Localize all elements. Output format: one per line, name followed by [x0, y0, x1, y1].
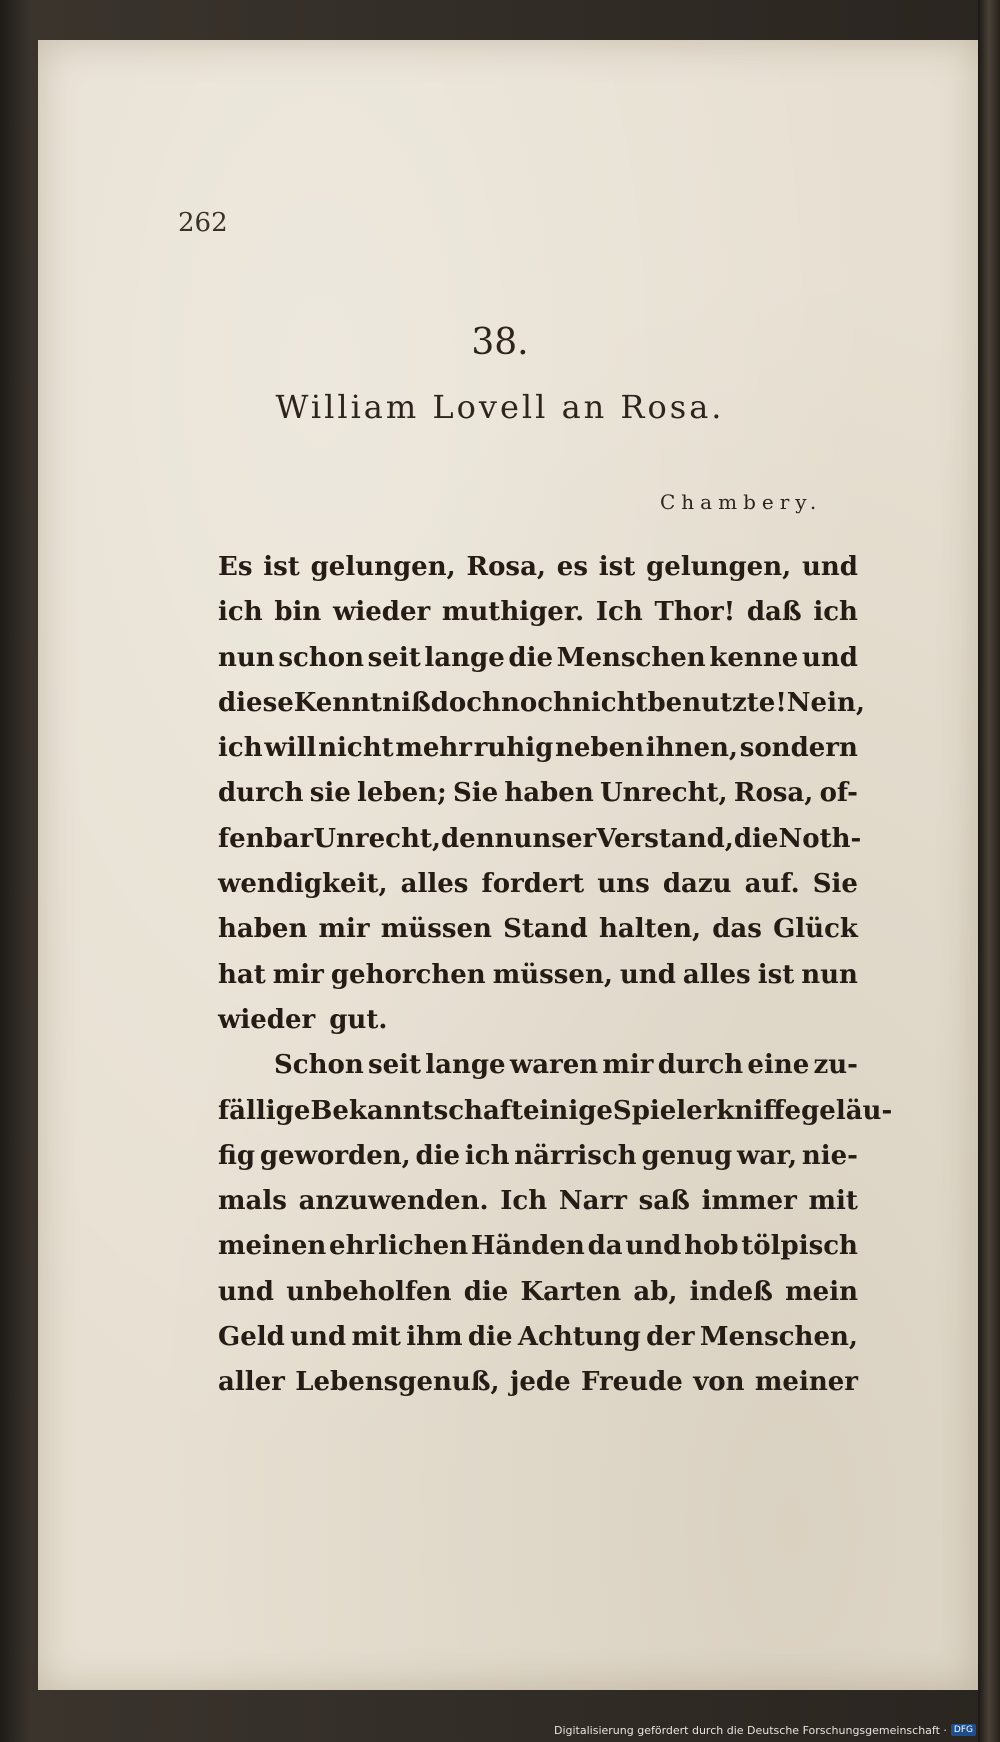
word: waren	[509, 1050, 599, 1081]
word: ich	[218, 733, 263, 764]
word: benutzte!	[647, 687, 787, 718]
word: Sie	[812, 869, 858, 900]
word: Menschen,	[699, 1322, 858, 1353]
dfg-logo-icon: DFG	[951, 1724, 976, 1736]
word: Glück	[773, 914, 858, 945]
word: dazu	[662, 869, 732, 900]
word: neben	[554, 733, 645, 764]
word: Freude	[580, 1367, 683, 1398]
page-edge	[978, 0, 1000, 1742]
word: seit	[367, 642, 421, 673]
word: und	[801, 552, 858, 582]
text-line	[218, 1134, 858, 1179]
word: und	[619, 959, 676, 990]
word: kenne	[709, 642, 799, 673]
word: haben	[218, 914, 308, 945]
text-line	[218, 545, 858, 590]
word: mals	[218, 1186, 287, 1217]
word: ruhig	[473, 733, 554, 764]
word: ist	[757, 959, 795, 990]
word: ihnen,	[645, 733, 738, 764]
word: alles	[400, 869, 469, 900]
word: sondern	[739, 733, 858, 764]
word: Unrecht,	[599, 778, 728, 809]
word: Lebensgenuß,	[295, 1367, 500, 1398]
word: tölpisch	[741, 1231, 858, 1262]
word: die	[467, 1322, 513, 1353]
letter-number: 38.	[471, 322, 529, 363]
text-line	[218, 636, 858, 681]
word: die	[508, 642, 554, 673]
word: nun	[801, 959, 858, 990]
word: die	[415, 1140, 461, 1171]
word: daß	[746, 597, 802, 628]
word: ich	[464, 1140, 510, 1171]
word: leben;	[357, 778, 447, 809]
word: nun	[218, 642, 275, 673]
text-line	[218, 953, 858, 998]
word: lange	[424, 642, 505, 673]
word: Karten	[520, 1276, 622, 1307]
word: durch	[657, 1050, 744, 1081]
word: indeß	[689, 1276, 773, 1307]
word: muthiger.	[441, 597, 585, 628]
word: will	[264, 733, 317, 764]
word: Stand	[503, 914, 588, 945]
word: närrisch	[514, 1140, 637, 1171]
word: nicht	[571, 687, 648, 718]
word: uns	[597, 869, 650, 900]
word: Narr	[558, 1186, 627, 1217]
word: saß	[638, 1186, 690, 1217]
word: nie-	[801, 1140, 858, 1171]
word: mein	[785, 1276, 858, 1307]
word: Unrecht,	[313, 823, 441, 854]
word: geläu-	[801, 1095, 893, 1126]
word: alles	[682, 959, 751, 990]
word: Achtung	[517, 1322, 641, 1353]
text-line	[218, 1043, 858, 1088]
word: wieder	[332, 597, 431, 628]
letter-heading: William Lovell an Rosa.	[275, 388, 725, 426]
word: lange	[425, 1050, 506, 1081]
word: da	[587, 1231, 623, 1262]
word: aller	[218, 1367, 285, 1398]
word: Menschen	[556, 642, 706, 673]
word: fenbar	[218, 823, 314, 854]
word: Thor!	[654, 597, 736, 628]
word: Schon	[274, 1050, 364, 1081]
word: genug	[641, 1140, 733, 1171]
word: wendigkeit,	[218, 869, 388, 900]
word: mir	[272, 959, 324, 990]
word: mir	[318, 914, 370, 945]
word: gut.	[329, 1004, 388, 1035]
word: gelungen,	[310, 552, 456, 582]
word: nicht	[318, 733, 394, 764]
word: immer	[701, 1186, 797, 1217]
word: Geld	[218, 1322, 285, 1353]
text-line	[218, 1270, 858, 1315]
digitization-footer	[554, 1720, 976, 1740]
text-line	[218, 771, 858, 816]
page-number: 262	[178, 208, 228, 238]
word: mir	[602, 1050, 654, 1081]
word: einige	[523, 1095, 613, 1126]
word: von	[693, 1367, 745, 1398]
word: fällige	[218, 1095, 311, 1126]
text-line	[218, 998, 858, 1043]
word: seit	[367, 1050, 422, 1081]
word: eine	[747, 1050, 810, 1081]
word: ich	[813, 597, 858, 628]
word: Kenntniß	[293, 687, 431, 718]
word: ab,	[633, 1276, 678, 1307]
text-line	[218, 681, 865, 726]
word: jede	[509, 1367, 571, 1398]
footer-text: Digitalisierung gefördert durch die Deutsche Forschungsgemeinschaft ·	[553, 1723, 947, 1737]
text-line	[218, 590, 858, 635]
word: meiner	[754, 1367, 858, 1398]
word: fordert	[481, 869, 585, 900]
word: Spielerkniffe	[612, 1095, 802, 1126]
word: mehr	[395, 733, 472, 764]
text-line	[218, 907, 858, 952]
word: meinen	[218, 1231, 327, 1262]
text-line	[218, 1315, 858, 1360]
word: ihm	[406, 1322, 463, 1353]
word: ist	[598, 552, 636, 582]
word: Noth-	[778, 823, 862, 854]
word: und	[625, 1231, 682, 1262]
word: Ich	[595, 597, 643, 628]
word: gehorchen	[330, 959, 486, 990]
word: anzuwenden.	[298, 1186, 489, 1217]
word: schon	[278, 642, 364, 673]
word: die	[733, 823, 779, 854]
word: Es	[218, 552, 253, 582]
word: wieder	[218, 1004, 316, 1035]
word: Nein,	[786, 687, 865, 718]
word: zu-	[813, 1050, 858, 1081]
word: Sie	[452, 778, 499, 809]
word: halten,	[598, 914, 702, 945]
word: ehrlichen	[329, 1231, 469, 1262]
word: gelungen,	[646, 552, 792, 582]
word: das	[712, 914, 762, 945]
word: Rosa,	[466, 552, 546, 582]
word: Ich	[500, 1186, 548, 1217]
word: unser	[513, 823, 597, 854]
word: auf.	[744, 869, 800, 900]
letter-body	[218, 545, 893, 1406]
word: der	[646, 1322, 695, 1353]
word: Bekanntschaft	[310, 1095, 523, 1126]
text-line	[218, 862, 858, 907]
word: geworden,	[259, 1140, 411, 1171]
word: und	[290, 1322, 347, 1353]
word: hat	[218, 959, 266, 990]
word: war,	[736, 1140, 798, 1171]
text-line	[218, 817, 862, 862]
word: durch	[218, 778, 304, 809]
text-line	[218, 1224, 858, 1269]
word: und	[218, 1276, 274, 1307]
word: Händen	[470, 1231, 585, 1262]
word: die	[463, 1276, 509, 1307]
word: Rosa,	[733, 778, 814, 809]
word: ist	[263, 552, 300, 582]
word: müssen,	[492, 959, 613, 990]
word: fig	[218, 1140, 256, 1171]
word: noch	[500, 687, 572, 718]
word: bin	[274, 597, 322, 628]
word: unbeholfen	[286, 1276, 452, 1307]
text-line	[218, 1179, 858, 1224]
word: haben	[504, 778, 594, 809]
word: ich	[218, 597, 263, 628]
word: diese	[218, 687, 294, 718]
word: hob	[684, 1231, 739, 1262]
text-line	[218, 1360, 858, 1405]
word: mit	[808, 1186, 858, 1217]
word: es	[556, 552, 588, 582]
word: mit	[351, 1322, 401, 1353]
word: und	[801, 642, 858, 673]
word: denn	[440, 823, 514, 854]
text-line	[218, 726, 858, 771]
word: Verstand,	[596, 823, 734, 854]
text-line	[218, 1089, 893, 1134]
letter-location: Chambery.	[660, 490, 823, 514]
word: doch	[430, 687, 501, 718]
word: of-	[819, 778, 858, 809]
word: sie	[309, 778, 351, 809]
word: müssen	[380, 914, 492, 945]
